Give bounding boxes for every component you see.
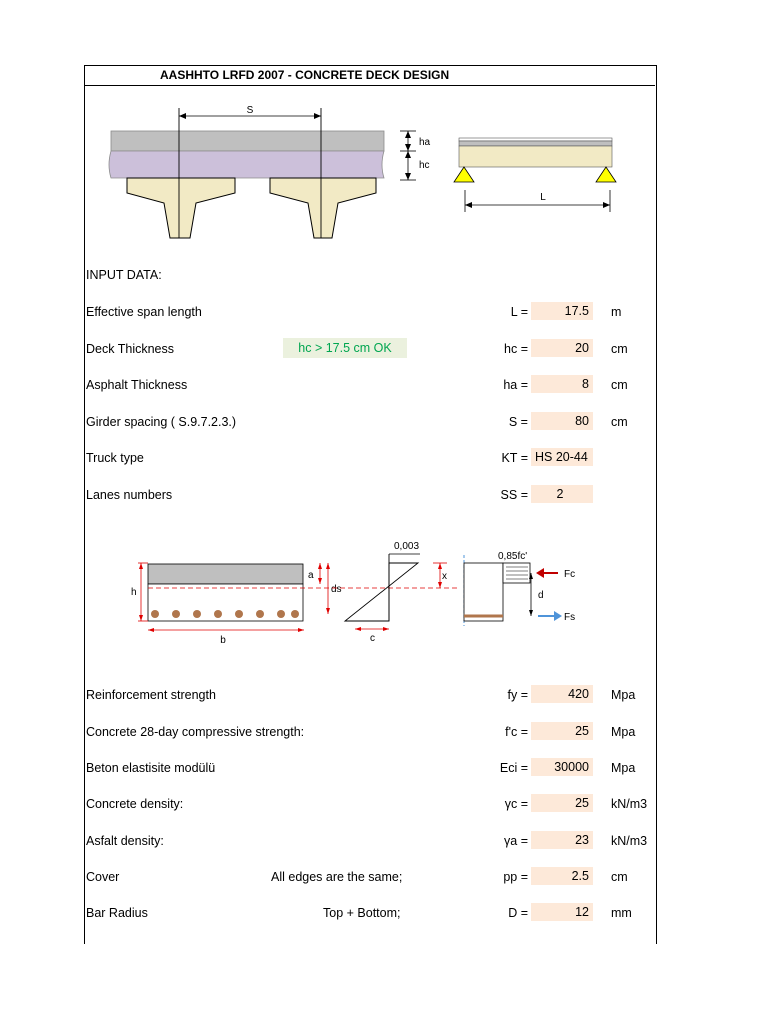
- row-label: Concrete 28-day compressive strength:: [86, 725, 305, 739]
- asphalt-density-input[interactable]: 23: [531, 831, 593, 849]
- concrete-density-input[interactable]: 25: [531, 794, 593, 812]
- row-label: Beton elastisite modülü: [86, 761, 216, 775]
- row-symbol: L =: [510, 305, 528, 319]
- material-row-eci: [86, 757, 652, 779]
- row-symbol: D =: [508, 906, 528, 920]
- row-unit: cm: [611, 870, 628, 884]
- row-symbol: S =: [508, 415, 528, 429]
- row-symbol: pp =: [503, 870, 528, 884]
- rebar: [291, 610, 299, 618]
- ds-label: ds: [331, 584, 342, 595]
- asphalt-thickness-input[interactable]: 8: [531, 375, 593, 393]
- stress-label: 0,85fc': [498, 551, 528, 562]
- row-unit: m: [611, 305, 622, 319]
- row-label: Cover: [86, 870, 120, 884]
- material-row-concrete-density: [86, 793, 652, 815]
- row-symbol: ha =: [503, 378, 528, 392]
- row-symbol: γc =: [504, 797, 528, 811]
- fc-input[interactable]: 25: [531, 722, 593, 740]
- row-unit: Mpa: [611, 688, 636, 702]
- row-symbol: SS =: [500, 488, 528, 502]
- row-unit: kN/m3: [611, 834, 648, 848]
- row-label: Deck Thickness: [86, 342, 174, 356]
- row-label: Reinforcement strength: [86, 688, 216, 702]
- row-label: Effective span length: [86, 305, 202, 319]
- row-unit: kN/m3: [611, 797, 648, 811]
- neutral-axis-x-label: x: [442, 571, 447, 582]
- row-label: Asfalt density:: [86, 834, 164, 848]
- ha-label: ha: [419, 137, 431, 148]
- hc-label: hc: [419, 160, 430, 171]
- rebar: [193, 610, 201, 618]
- fs-label: Fs: [564, 612, 576, 623]
- row-unit: Mpa: [611, 725, 636, 739]
- row-label: Bar Radius: [86, 906, 148, 920]
- row-label: Girder spacing ( S.9.7.2.3.): [86, 415, 237, 429]
- row-unit: cm: [611, 378, 628, 392]
- row-symbol: fy =: [507, 688, 528, 702]
- height-h-label: h: [131, 587, 137, 598]
- span-s-label: S: [246, 105, 254, 116]
- c-label: c: [370, 633, 375, 644]
- deck-check-status: hc > 17.5 cm OK: [283, 338, 407, 358]
- rebar: [256, 610, 264, 618]
- section-compression-zone: [148, 564, 303, 584]
- stress-block-frame: [464, 563, 503, 621]
- girder-spacing-input[interactable]: 80: [531, 412, 593, 430]
- cover-input[interactable]: 2.5: [531, 867, 593, 885]
- fy-input[interactable]: 420: [531, 685, 593, 703]
- material-row-bar-radius: [86, 902, 652, 924]
- bar-radius-input[interactable]: 12: [531, 903, 593, 921]
- row-label: Lanes numbers: [86, 488, 173, 502]
- row-unit: Mpa: [611, 761, 636, 775]
- eci-input[interactable]: 30000: [531, 758, 593, 776]
- row-label: Truck type: [86, 451, 144, 465]
- input-data-heading: INPUT DATA:: [86, 268, 162, 282]
- material-row-asphalt-density: [86, 830, 652, 852]
- length-l-label: L: [540, 192, 546, 203]
- rebar: [277, 610, 285, 618]
- rebar: [151, 610, 159, 618]
- material-row-cover: [86, 866, 652, 888]
- width-b-label: b: [220, 635, 226, 646]
- row-symbol: f'c =: [505, 725, 528, 739]
- depth-a-label: a: [308, 570, 314, 581]
- deck-thickness-input[interactable]: 20: [531, 339, 593, 357]
- row-label: Concrete density:: [86, 797, 184, 811]
- stress-block: [503, 563, 530, 583]
- row-symbol: hc =: [504, 342, 528, 356]
- row-note: All edges are the same;: [271, 870, 403, 884]
- material-row-fy: [86, 684, 652, 706]
- row-symbol: γa =: [504, 834, 528, 848]
- strain-label: 0,003: [394, 541, 420, 552]
- row-unit: cm: [611, 342, 628, 356]
- row-unit: mm: [611, 906, 632, 920]
- row-symbol: Eci =: [499, 761, 528, 775]
- row-unit: cm: [611, 415, 628, 429]
- row-note: Top + Bottom;: [323, 906, 401, 920]
- row-symbol: KT =: [501, 451, 528, 465]
- material-row-fc: [86, 721, 652, 743]
- lanes-number-input[interactable]: 2: [531, 485, 593, 503]
- page-title: AASHHTO LRFD 2007 - CONCRETE DECK DESIGN: [160, 68, 450, 82]
- rebar: [235, 610, 243, 618]
- row-label: Asphalt Thickness: [86, 378, 188, 392]
- fc-label: Fc: [564, 569, 576, 580]
- rebar: [172, 610, 180, 618]
- rebar: [214, 610, 222, 618]
- d-label: d: [538, 590, 544, 601]
- span-length-input[interactable]: 17.5: [531, 302, 593, 320]
- truck-type-input[interactable]: HS 20-44: [531, 448, 593, 466]
